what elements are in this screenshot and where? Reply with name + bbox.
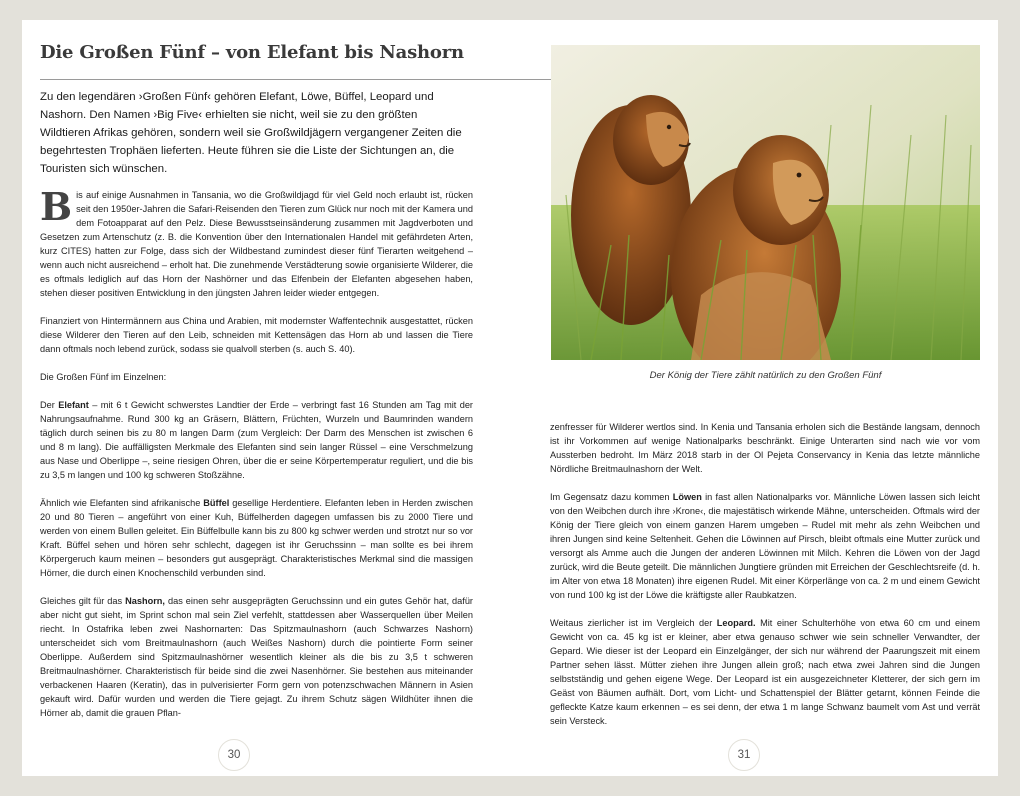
text-run: Im Gegensatz dazu kommen — [550, 492, 673, 502]
left-text-column — [40, 184, 473, 734]
paragraph-rhino-continued: zenfresser für Wilderer wertlos sind. In Kenia und Tansania erholen sich die Bestände langsam, dennoch ist ihr Vorkommen auf wenige Nationalparks beschränkt. Einige Unterarten sind nach wie vor vom Aussterben bedroht. Im März 2018 starb in der Ol Pejeta Conservancy in Kenia das letzte männliche Nördliche Breitmaulnashorn der Welt. — [550, 422, 980, 474]
keyword-buffalo: Büffel — [203, 498, 230, 508]
lion-photo-illustration — [551, 45, 980, 360]
keyword-elephant: Elefant — [58, 400, 89, 410]
paragraph-text: is auf einige Ausnahmen in Tansania, wo die Großwildjagd für viel Geld noch erlaubt ist, rücken seit den 1950er-Jahren die Safari-Reisenden den Tieren zum Glück nur noch mit der Kamera und dem Fotoapparat auf den Pelz. Diese Bewusstseinsänderung zusammen mit Jagdverboten und Gesetzen zum Artenschutz (z. B. die Konvention über den Internationalen Handel mit gefährdeten Arten, kurz CITES) hatten zur Folge, dass sich der Wildbestand zumindest dieser fünf Tierarten weitgehend – wenn auch nicht ausreichend – erholt hat. Die zunehmende Verstädterung sowie organisierte Wilderer, die es oftmals lediglich auf das Horn der Nashörner und das Elfenbein der Elefanten abgesehen haben, stehen dieser positiven Entwicklung in den jüngsten Jahren leider wieder entgegen. — [40, 190, 473, 298]
keyword-lion: Löwen — [672, 492, 702, 502]
paragraph-overview: Die Großen Fünf im Einzelnen: — [40, 372, 167, 382]
title-rule — [40, 79, 551, 80]
text-run: gesellige Herdentiere. Elefanten leben in Herden zwischen 20 und 80 Tieren – angeführt von einer Kuh, Büffelherden dagegen umfassen bis zu 2000 Tiere und werden von einem Bullen geleitet. Ein Büffelbulle kann bis zu 800 kg schwer werden und strotzt nur so vor Kraft. Büffel sehen und hören sehr schlecht, dagegen ist ihr Geruchssinn – man sollte es bei ihrem Körpergeruch kaum meinen – besonders gut ausgeprägt. Charakteristisches Merkmal sind die massigen Hörner, die durch einen Knochenschild verbunden sind. — [40, 498, 473, 578]
text-run: in fast allen Nationalparks vor. Männliche Löwen lassen sich leicht von den Weibchen durch ihre ›Krone‹, die majestätisch wirkende Mähne, unterscheiden. Oftmals wird der König der Tiere gleich von einem ganzen Harem umgeben – Rudel mit mehr als zehn Weibchen und ihren Jungen sind keine Seltenheit. Gehen die Löwinnen auf Pirsch, bleibt oftmals eine Mutter zurück und versorgt als Amme auch die Jungen der anderen Löwinnen mit Milch. Kehren die Löwen von der Jagd zurück, wird die Beute geteilt. Die männlichen Jungtiere gründen mit Erreichen der Geschlechtsreife (d. h. im Alter von etwa 18 Monaten) ihre eigenen Rudel. Mit einer Körperlänge von ca. 2 m und einem Gewicht von rund 100 kg ist der Löwe die kräftigste aller Raubkatzen. — [550, 492, 980, 600]
paragraph-lion — [550, 490, 980, 602]
page-number-right: 31 — [728, 739, 760, 771]
page-title: Die Großen Fünf – von Elefant bis Nashorn — [40, 42, 464, 63]
text-run: Ähnlich wie Elefanten sind afrikanische — [40, 498, 204, 508]
keyword-rhino: Nashorn, — [125, 596, 165, 606]
paragraph-elephant — [40, 398, 473, 482]
dropcap: B — [40, 184, 73, 229]
intro-paragraph: Zu den legendären ›Großen Fünf‹ gehören Elefant, Löwe, Büffel, Leopard und Nashorn. Den Namen ›Big Five‹ erhielten sie nicht, weil sie zu den größten Wildtieren Afrikas gehören, sondern weil sie Großwildjägern vergangener Zeiten die begehrtesten Trophäen lieferten. Heute führen sie die Liste der Sichtungen an, die Touristen sich wünschen. — [40, 91, 462, 175]
text-run: Weitaus zierlicher ist im Vergleich der — [550, 618, 717, 628]
text-run: – mit 6 t Gewicht schwerstes Landtier der Erde – verbringt fast 16 Stunden am Tag mit der Nahrungsaufnahme. Rund 300 kg an Gräsern, Blättern, Früchten, Wurzeln und Baumrinden wandern täglich durch seinen bis zu 80 m langen Darm (zum Vergleich: Der Darm des Menschen ist zwischen 6 und 8 m lang). Die auffälligsten Merkmale des Elefanten sind sein langer Rüssel – eine Verschmelzung aus Nase und Oberlippe –, seine riesigen Ohren, über die er seine Körpertemperatur reguliert, und die bis zu 3,5 m langen und 100 kg schweren Stoßzähne. — [40, 400, 473, 480]
paragraph-leopard — [550, 616, 980, 728]
text-run: Der — [40, 400, 59, 410]
page-number-left: 30 — [218, 739, 250, 771]
keyword-leopard: Leopard. — [716, 618, 756, 628]
book-spread — [22, 20, 998, 776]
paragraph-intro-history — [40, 184, 473, 300]
text-run: Mit einer Schulterhöhe von etwa 60 cm und einem Gewicht von ca. 45 kg ist er kleiner, aber etwa genauso schwer wie sein schneller Verwandter, der Gepard. Wie dieser ist der Leopard ein Einzelgänger, der sich nur während der Paarungszeit mit einem Partner sehen lässt. Mütter ziehen ihre Jungen allein groß; nach etwa zwei Jahren sind die Jungen selbstständig und gehen eigene Wege. Der Leopard ist ein ausgezeichneter Kletterer, der sich gern im Geäst von Bäumen aufhält. Dort, vom Licht- und Schattenspiel der Blätter getarnt, können Feinde die gefleckte Katze kaum erkennen – es sei denn, der etwa 1 m lange Schwanz baumelt vom Ast und verrät sein Versteck. — [550, 618, 980, 726]
right-text-column — [550, 420, 980, 742]
paragraph-rhino — [40, 594, 473, 720]
photo-caption: Der König der Tiere zählt natürlich zu den Großen Fünf — [649, 370, 882, 381]
text-run: Gleiches gilt für das — [40, 596, 126, 606]
paragraph-poachers: Finanziert von Hintermännern aus China und Arabien, mit modernster Waffentechnik ausgestattet, rücken diese Wilderer den Tieren auf den Leib, schneiden mit Kettensägen das Horn ab und lassen die Tiere dann oftmals noch lebend zurück, sodass sie qualvoll sterben (s. auch S. 40). — [40, 316, 473, 354]
text-run: das einen sehr ausgeprägten Geruchssinn und ein gutes Gehör hat, dafür aber nicht gut sieht, im Sprint schon mal sein Ziel verfehlt, stattdessen aber Wasserquellen über Meilen riecht. In Ostafrika leben zwei Nashornarten: Das Spitzmaulnashorn (auch Schwarzes Nashorn) unterscheidet sich vom Breitmaulnashorn (auch Weißes Nashorn) durch die pointierte Form seiner Oberlippe. Außerdem sind Spitzmaulnashörner wesentlich kleiner als die bis zu 3,5 t schweren Breitmaulnashörner. Charakteristisch für beide sind die zwei Nasenhörner. Sie bestehen aus miteinander verbackenen Haaren (Keratin), das in pulverisierter Form gern von potenzschwachen Männern in Asien gekauft wird. Dafür wurden und werden die Tiere gejagt. Zu ihrem Schutz sägen Wildhüter ihnen die Hörner ab, damit die grauen Pflan- — [40, 596, 473, 718]
lion-photo — [551, 45, 980, 360]
paragraph-buffalo — [40, 496, 473, 580]
